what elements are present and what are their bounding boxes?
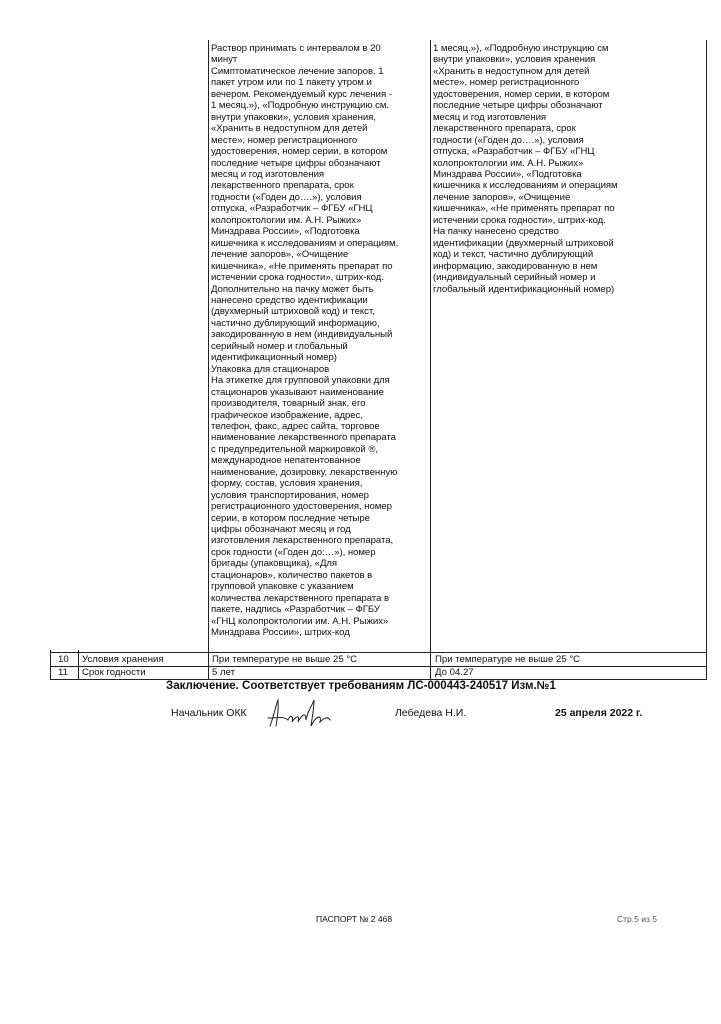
signer-name: Лебедева Н.И. bbox=[395, 707, 467, 719]
table-cell-actual-continuation bbox=[433, 43, 703, 295]
table-row-number: 11 bbox=[58, 667, 68, 678]
actual-text-line: (индивидуальный серийный номер и bbox=[433, 272, 596, 284]
table-left-border bbox=[50, 650, 51, 680]
required-text-line: месяц и год изготовления bbox=[211, 168, 325, 180]
required-text-line: наименование лекарственного препарата bbox=[211, 432, 396, 444]
actual-text-line: внутри упаковки», условия хранения bbox=[433, 54, 596, 66]
table-row-required: При температуре не выше 25 °С bbox=[212, 654, 358, 665]
table-divider-name bbox=[208, 40, 209, 680]
required-text-line: Симптоматическое лечение запоров. 1 bbox=[211, 65, 384, 77]
actual-text-line: месяц и год изготовления bbox=[433, 111, 547, 123]
actual-text-line: истечении срока годности», штрих-код. bbox=[433, 214, 606, 226]
required-text-line: внутри упаковки», условия хранения, bbox=[211, 111, 376, 123]
table-divider-num bbox=[78, 650, 79, 680]
actual-text-line: кишечника к исследованиям и операциям bbox=[433, 180, 618, 192]
actual-text-line: колопроктологии им. А.Н. Рыжих» bbox=[433, 157, 584, 169]
conclusion-text: Заключение. Соответствует требованиям ЛС-000443-240517 Изм.№1 bbox=[166, 680, 556, 692]
required-text-line: телефон, факс, адрес сайта, торговое bbox=[211, 420, 380, 432]
required-text-line: бригады (упаковщика), «Для bbox=[211, 558, 338, 570]
table-row-name: Условия хранения bbox=[82, 654, 164, 665]
required-text-line: Упаковка для стационаров bbox=[211, 363, 330, 375]
required-text-line: цифры обозначают месяц и год bbox=[211, 524, 351, 536]
required-text-line: колопроктологии им. А.Н. Рыжих» bbox=[211, 214, 362, 226]
required-text-line: международное непатентованное bbox=[211, 455, 361, 467]
actual-text-line: годности («Годен до….»), условия bbox=[433, 134, 584, 146]
required-text-line: последние четыре цифры обозначают bbox=[211, 157, 381, 169]
actual-text-line: отпуска, «Разработчик – ФГБУ «ГНЦ bbox=[433, 146, 595, 158]
required-text-line: вечером. Рекомендуемый курс лечения - bbox=[211, 88, 392, 100]
table-right-border bbox=[706, 40, 707, 680]
required-text-line: удостоверения, номер серии, в котором bbox=[211, 146, 388, 158]
required-text-line: серии, в котором последние четыре bbox=[211, 512, 370, 524]
actual-text-line: Минздрава России», «Подготовка bbox=[433, 168, 582, 180]
required-text-line: форму, состав, условия хранения, bbox=[211, 478, 363, 490]
required-text-line: отпуска, «Разработчик – ФГБУ «ГНЦ bbox=[211, 203, 373, 215]
required-text-line: месте», номер регистрационного bbox=[211, 134, 358, 146]
required-text-line: стационаров указывают наименование bbox=[211, 386, 384, 398]
required-text-line: годности («Годен до….»), условия bbox=[211, 191, 362, 203]
required-text-line: групповой упаковке с указанием bbox=[211, 581, 354, 593]
required-text-line: Дополнительно на пачку может быть bbox=[211, 283, 374, 295]
required-text-line: истечении срока годности», штрих-код. bbox=[211, 272, 384, 284]
required-text-line: изготовления лекарственного препарата, bbox=[211, 535, 394, 547]
required-text-line: графическое изображение, адрес, bbox=[211, 409, 363, 421]
table-row-line bbox=[50, 652, 707, 653]
required-text-line: нанесено средство идентификации bbox=[211, 294, 368, 306]
table-cell-required-continuation bbox=[211, 43, 429, 639]
signature-date: 25 апреля 2022 г. bbox=[555, 707, 643, 719]
required-text-line: пакет утром или по 1 пакету утром и bbox=[211, 77, 372, 89]
required-text-line: стационаров», количество пакетов в bbox=[211, 569, 373, 581]
actual-text-line: «Хранить в недоступном для детей bbox=[433, 65, 590, 77]
required-text-line: «Хранить в недоступном для детей bbox=[211, 123, 368, 135]
actual-text-line: лечение запоров», «Очищение bbox=[433, 191, 571, 203]
required-text-line: наименование, дозировку, лекарственную bbox=[211, 466, 398, 478]
required-text-line: количества лекарственного препарата в bbox=[211, 592, 390, 604]
handwritten-signature bbox=[264, 696, 336, 732]
actual-text-line: 1 месяц.»), «Подробную инструкцию см bbox=[433, 43, 609, 54]
actual-text-line: код) и текст, частично дублирующий bbox=[433, 249, 594, 261]
table-divider-middle bbox=[430, 40, 431, 680]
required-text-line: (двухмерный штриховой код) и текст, bbox=[211, 306, 375, 318]
actual-text-line: кишечника», «Не применять препарат по bbox=[433, 203, 615, 215]
required-text-line: частично дублирующий информацию, bbox=[211, 317, 380, 329]
required-text-line: кишечника к исследованиям и операциям, bbox=[211, 237, 399, 249]
required-text-line: На этикетке для групповой упаковки для bbox=[211, 375, 390, 387]
required-text-line: Минздрава России», «Подготовка bbox=[211, 226, 360, 238]
table-row-required: 5 лет bbox=[212, 667, 236, 678]
required-text-line: идентификационный номер) bbox=[211, 352, 337, 364]
required-text-line: 1 месяц.»), «Подробную инструкцию см. bbox=[211, 100, 390, 112]
table-row-actual: При температуре не выше 25 °С bbox=[435, 654, 581, 665]
table-row-number: 10 bbox=[58, 654, 69, 665]
page-number: Стр.5 из 5 bbox=[617, 914, 657, 924]
required-text-line: регистрационного удостоверения, номер bbox=[211, 501, 392, 513]
actual-text-line: На пачку нанесено средство bbox=[433, 226, 559, 238]
actual-text-line: глобальный идентификационный номер) bbox=[433, 283, 615, 295]
required-text-line: условия транспортирования, номер bbox=[211, 489, 369, 501]
required-text-line: с предупредительной маркировкой ®, bbox=[211, 443, 378, 455]
required-text-line: минут bbox=[211, 54, 238, 66]
required-text-line: лечение запоров», «Очищение bbox=[211, 249, 349, 261]
signer-position: Начальник ОКК bbox=[171, 707, 247, 719]
table-row-actual: До 04.27 bbox=[435, 667, 474, 678]
required-text-line: Минздрава России», штрих-код bbox=[211, 627, 350, 639]
required-text-line: закодированную в нем (индивидуальный bbox=[211, 329, 393, 341]
required-text-line: «ГНЦ колопроктологии им. А.Н. Рыжих» bbox=[211, 615, 389, 627]
required-text-line: срок годности («Годен до:…»), номер bbox=[211, 546, 376, 558]
actual-text-line: месте», номер регистрационного bbox=[433, 77, 580, 89]
actual-text-line: лекарственного препарата, срок bbox=[433, 123, 576, 135]
passport-number: ПАСПОРТ № 2 468 bbox=[316, 914, 393, 924]
required-text-line: производителя, товарный знак, его bbox=[211, 398, 366, 410]
required-text-line: пакете, надпись «Разработчик – ФГБУ bbox=[211, 604, 380, 616]
actual-text-line: идентификации (двухмерный штриховой bbox=[433, 237, 614, 249]
required-text-line: лекарственного препарата, срок bbox=[211, 180, 354, 192]
actual-text-line: информацию, закодированную в нем bbox=[433, 260, 598, 272]
table-row-name: Срок годности bbox=[82, 667, 146, 678]
actual-text-line: удостоверения, номер серии, в котором bbox=[433, 88, 610, 100]
required-text-line: Раствор принимать с интервалом в 20 bbox=[211, 43, 381, 54]
actual-text-line: последние четыре цифры обозначают bbox=[433, 100, 603, 112]
required-text-line: серийный номер и глобальный bbox=[211, 340, 348, 352]
required-text-line: кишечника», «Не применять препарат по bbox=[211, 260, 393, 272]
table-row-line bbox=[50, 666, 707, 667]
